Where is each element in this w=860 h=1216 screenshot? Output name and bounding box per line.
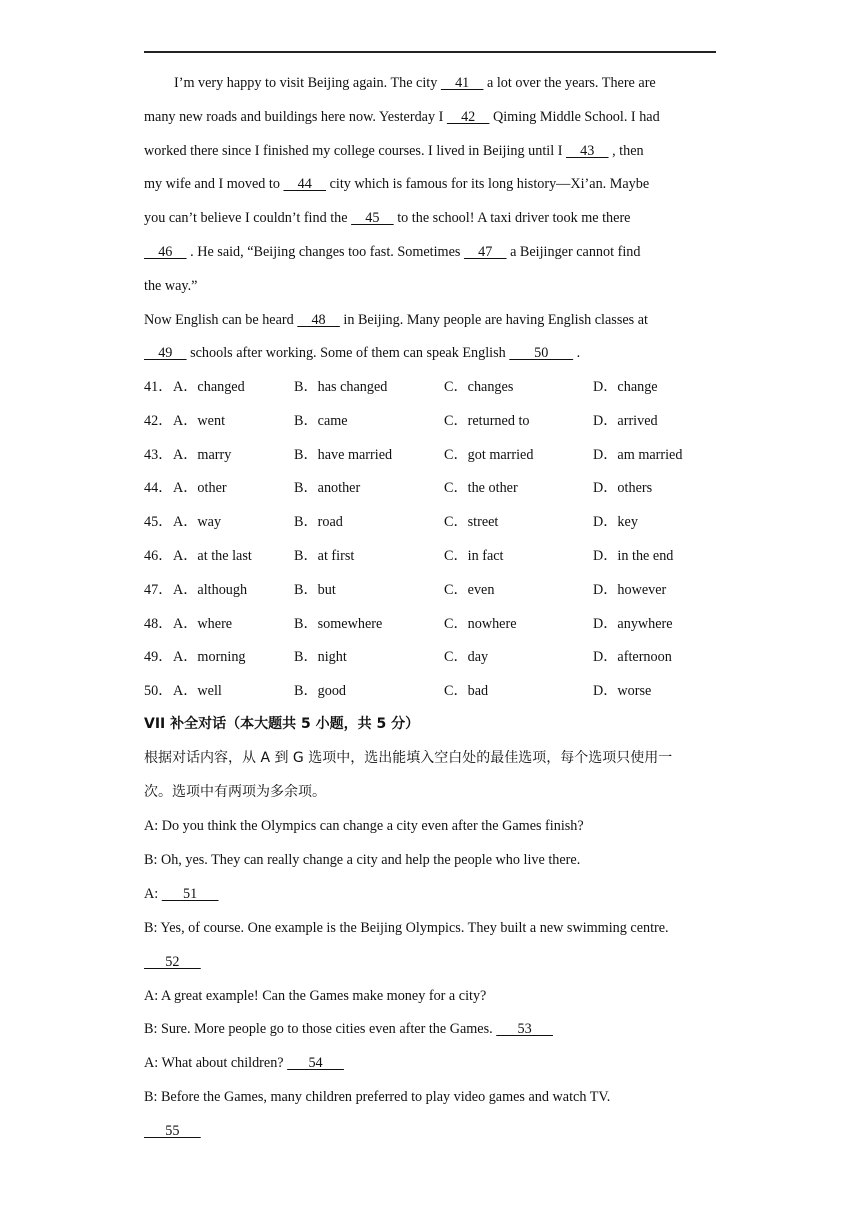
question-number: 47． bbox=[144, 582, 173, 598]
dialogue-line-6: A: A great example! Can the Games make money for a city? bbox=[144, 988, 487, 1004]
dialogue-line-1: A: Do you think the Olympics can change a city even after the Games finish? bbox=[144, 818, 584, 834]
passage-line-7: the way.” bbox=[144, 278, 198, 294]
option-b: B．night bbox=[294, 649, 347, 665]
option-d: D．others bbox=[593, 480, 653, 496]
blank-55: 55 bbox=[144, 1123, 201, 1139]
passage-line-9: 49 schools after working. Some of them can speak English 50 . bbox=[144, 345, 581, 361]
option-b: B．came bbox=[294, 413, 348, 429]
dialogue-line-9: B: Before the Games, many children preferred to play video games and watch TV. bbox=[144, 1089, 611, 1105]
header-rule bbox=[144, 51, 716, 53]
passage-line-3: worked there since I finished my college courses. I lived in Beijing until I 43 , then bbox=[144, 143, 644, 159]
option-d: D．change bbox=[593, 379, 658, 395]
option-a: A．marry bbox=[173, 447, 232, 463]
blank-51: 51 bbox=[161, 886, 219, 902]
option-a: A．other bbox=[173, 480, 227, 496]
option-c: C．returned to bbox=[444, 413, 530, 429]
option-d: D．in the end bbox=[593, 548, 674, 564]
option-a: A．way bbox=[173, 514, 222, 530]
passage-line-1: I’m very happy to visit Beijing again. The city 41 a lot over the years. There are bbox=[174, 75, 656, 91]
section-instructions-line-1: 根据对话内容，从 A 到 G 选项中，选出能填入空白处的最佳选项，每个选项只使用一 bbox=[144, 750, 673, 766]
option-c: C．got married bbox=[444, 447, 534, 463]
question-number: 50． bbox=[144, 683, 173, 699]
question-number: 41． bbox=[144, 379, 173, 395]
blank-50: 50 bbox=[509, 345, 574, 361]
option-a: A．morning bbox=[173, 649, 246, 665]
blank-46: 46 bbox=[144, 244, 187, 260]
question-number: 44． bbox=[144, 480, 173, 496]
option-a: A．at the last bbox=[173, 548, 252, 564]
option-b: B．somewhere bbox=[294, 616, 383, 632]
option-c: C．bad bbox=[444, 683, 489, 699]
question-number: 43． bbox=[144, 447, 173, 463]
option-d: D．however bbox=[593, 582, 667, 598]
passage-line-2: many new roads and buildings here now. Yesterday I 42 Qiming Middle School. I had bbox=[144, 109, 660, 125]
option-c: C．the other bbox=[444, 480, 518, 496]
option-b: B．but bbox=[294, 582, 336, 598]
option-c: C．even bbox=[444, 582, 495, 598]
section-instructions-line-2: 次。选项中有两项为多余项。 bbox=[144, 784, 326, 800]
question-number: 42． bbox=[144, 413, 173, 429]
option-c: C．street bbox=[444, 514, 499, 530]
dialogue-line-10 bbox=[144, 1121, 716, 1141]
dialogue-line-4: B: Yes, of course. One example is the Beijing Olympics. They built a new swimming centre. bbox=[144, 920, 669, 936]
section-heading: VII 补全对话（本大题共 5 小题，共 5 分） bbox=[144, 716, 420, 732]
dialogue-line-5 bbox=[144, 952, 716, 972]
question-number: 45． bbox=[144, 514, 173, 530]
blank-43: 43 bbox=[565, 143, 609, 159]
option-a: A．where bbox=[173, 616, 233, 632]
blank-42: 42 bbox=[446, 109, 490, 125]
dialogue-line-7: B: Sure. More people go to those cities even after the Games. 53 bbox=[144, 1021, 553, 1037]
option-b: B．at first bbox=[294, 548, 355, 564]
option-b: B．another bbox=[294, 480, 361, 496]
option-c: C．changes bbox=[444, 379, 514, 395]
option-b: B．good bbox=[294, 683, 347, 699]
dialogue-line-2: B: Oh, yes. They can really change a city and help the people who live there. bbox=[144, 852, 581, 868]
blank-54: 54 bbox=[287, 1055, 344, 1071]
option-d: D．am married bbox=[593, 447, 683, 463]
blank-47: 47 bbox=[463, 244, 507, 260]
question-number: 46． bbox=[144, 548, 173, 564]
option-a: A．changed bbox=[173, 379, 245, 395]
blank-41: 41 bbox=[440, 75, 484, 91]
passage-line-8: Now English can be heard 48 in Beijing. Many people are having English classes at bbox=[144, 312, 648, 328]
blank-48: 48 bbox=[297, 312, 340, 328]
dialogue-line-8: A: What about children? 54 bbox=[144, 1055, 344, 1071]
question-number: 49． bbox=[144, 649, 173, 665]
option-d: D．anywhere bbox=[593, 616, 673, 632]
option-d: D．afternoon bbox=[593, 649, 672, 665]
option-c: C．day bbox=[444, 649, 489, 665]
option-b: B．have married bbox=[294, 447, 393, 463]
blank-44: 44 bbox=[283, 176, 327, 192]
blank-45: 45 bbox=[351, 210, 394, 226]
option-a: A．well bbox=[173, 683, 222, 699]
question-number: 48． bbox=[144, 616, 173, 632]
option-b: B．road bbox=[294, 514, 343, 530]
option-d: D．worse bbox=[593, 683, 652, 699]
option-d: D．arrived bbox=[593, 413, 658, 429]
option-a: A．went bbox=[173, 413, 226, 429]
blank-52: 52 bbox=[144, 954, 201, 970]
passage-line-5: you can’t believe I couldn’t find the 45 to the school! A taxi driver took me there bbox=[144, 210, 631, 226]
passage-line-6: 46 . He said, “Beijing changes too fast. Sometimes 47 a Beijinger cannot find bbox=[144, 244, 641, 260]
passage-line-4: my wife and I moved to 44 city which is famous for its long history—Xi’an. Maybe bbox=[144, 176, 650, 192]
dialogue-line-3: A: 51 bbox=[144, 886, 219, 902]
option-a: A．although bbox=[173, 582, 248, 598]
blank-53: 53 bbox=[496, 1021, 553, 1037]
option-d: D．key bbox=[593, 514, 638, 530]
option-c: C．in fact bbox=[444, 548, 504, 564]
option-b: B．has changed bbox=[294, 379, 388, 395]
blank-49: 49 bbox=[144, 345, 187, 361]
option-c: C．nowhere bbox=[444, 616, 517, 632]
